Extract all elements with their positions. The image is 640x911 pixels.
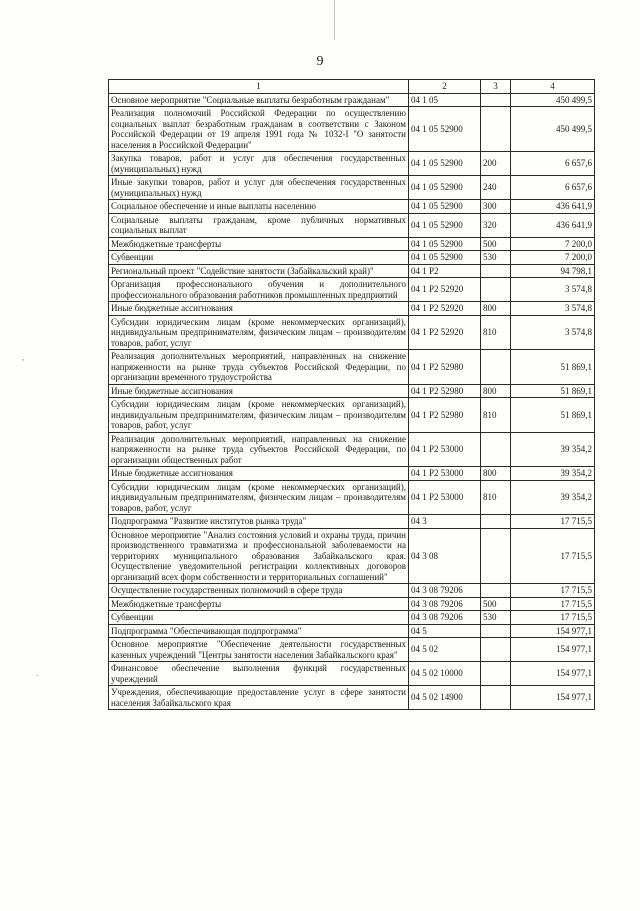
row-expense-type-cell: 800 (481, 384, 511, 398)
row-name-cell: Субсидии юридическим лицам (кроме некоммерческих организаций), индивидуальным предпринимателям, физическим лицам – производителям товаров, работ, услуг (109, 315, 409, 350)
table-row (109, 200, 595, 214)
row-code-cell: 04 3 08 (409, 528, 481, 584)
row-amount-cell: 6 657,6 (511, 176, 595, 200)
row-expense-type-cell: 800 (481, 467, 511, 481)
margin-mark: . (36, 668, 39, 678)
row-name-cell: Основное мероприятие "Анализ состояния условий и охраны труда, причин производственного травматизма и профессиональной заболеваемости на территориях муниципального образования Забайкальского края. Осуществление уведомительной регистрации коллективных договоров организаций всех форм собственности и территориальных соглашений" (109, 528, 409, 584)
row-name-cell: Субсидии юридическим лицам (кроме некоммерческих организаций), индивидуальным предпринимателям, физическим лицам – производителям товаров, работ, услуг (109, 398, 409, 433)
row-code-cell: 04 1 P2 52980 (409, 398, 481, 433)
header-cell: 3 (481, 80, 511, 94)
table-row (109, 213, 595, 237)
row-amount-cell: 154 977,1 (511, 662, 595, 686)
row-name-cell: Социальные выплаты гражданам, кроме публичных нормативных социальных выплат (109, 213, 409, 237)
row-amount-cell: 450 499,5 (511, 93, 595, 107)
row-amount-cell: 94 798,1 (511, 264, 595, 278)
scan-artifact-line (334, 0, 335, 40)
table-row (109, 432, 595, 467)
table-row (109, 152, 595, 176)
row-expense-type-cell: 530 (481, 251, 511, 265)
row-amount-cell: 17 715,5 (511, 528, 595, 584)
row-name-cell: Иные бюджетные ассигнования (109, 467, 409, 481)
row-name-cell: Осуществление государственных полномочий в сфере труда (109, 584, 409, 598)
header-cell: 2 (409, 80, 481, 94)
table-row (109, 278, 595, 302)
table-row (109, 638, 595, 662)
row-expense-type-cell: 240 (481, 176, 511, 200)
header-cell: 4 (511, 80, 595, 94)
row-code-cell: 04 5 02 14900 (409, 686, 481, 710)
row-amount-cell: 39 354,2 (511, 480, 595, 515)
row-code-cell: 04 1 P2 52980 (409, 350, 481, 385)
row-expense-type-cell (481, 432, 511, 467)
row-name-cell: Реализация дополнительных мероприятий, направленных на снижение напряженности на рынке труда субъектов Российской Федерации, по организации временного трудоустройства (109, 350, 409, 385)
row-code-cell: 04 1 05 52900 (409, 251, 481, 265)
row-expense-type-cell: 500 (481, 597, 511, 611)
table-row (109, 515, 595, 529)
row-name-cell: Субсидии юридическим лицам (кроме некоммерческих организаций), индивидуальным предпринимателям, физическим лицам – производителям товаров, работ, услуг (109, 480, 409, 515)
row-code-cell: 04 3 08 79206 (409, 597, 481, 611)
row-amount-cell: 17 715,5 (511, 584, 595, 598)
table-row (109, 302, 595, 316)
row-amount-cell: 17 715,5 (511, 611, 595, 625)
table-row (109, 264, 595, 278)
row-name-cell: Иные бюджетные ассигнования (109, 384, 409, 398)
row-name-cell: Финансовое обеспечение выполнения функций государственных учреждений (109, 662, 409, 686)
row-expense-type-cell (481, 662, 511, 686)
table-row (109, 686, 595, 710)
row-code-cell: 04 1 P2 53000 (409, 467, 481, 481)
row-name-cell: Основное мероприятие "Обеспечение деятельности государственных казенных учреждений "Центры занятости населения Забайкальского края" (109, 638, 409, 662)
row-amount-cell: 17 715,5 (511, 597, 595, 611)
row-amount-cell: 154 977,1 (511, 686, 595, 710)
table-row (109, 176, 595, 200)
row-code-cell: 04 1 05 52900 (409, 237, 481, 251)
row-name-cell: Субвенции (109, 611, 409, 625)
row-amount-cell: 7 200,0 (511, 237, 595, 251)
margin-mark: , (22, 352, 25, 362)
row-expense-type-cell: 810 (481, 480, 511, 515)
row-amount-cell: 7 200,0 (511, 251, 595, 265)
row-name-cell: Реализация дополнительных мероприятий, направленных на снижение напряженности на рынке труда субъектов Российской Федерации, по организации общественных работ (109, 432, 409, 467)
table-row (109, 662, 595, 686)
row-expense-type-cell: 810 (481, 315, 511, 350)
row-amount-cell: 3 574,8 (511, 315, 595, 350)
row-expense-type-cell (481, 278, 511, 302)
table-row (109, 624, 595, 638)
row-code-cell: 04 5 02 (409, 638, 481, 662)
row-expense-type-cell (481, 686, 511, 710)
row-expense-type-cell: 500 (481, 237, 511, 251)
header-cell: 1 (109, 80, 409, 94)
row-name-cell: Закупка товаров, работ и услуг для обеспечения государственных (муниципальных) нужд (109, 152, 409, 176)
row-amount-cell: 3 574,8 (511, 302, 595, 316)
row-code-cell: 04 1 P2 53000 (409, 480, 481, 515)
table-row (109, 107, 595, 152)
row-expense-type-cell (481, 638, 511, 662)
row-name-cell: Основное мероприятие "Социальные выплаты безработным гражданам" (109, 93, 409, 107)
table-row (109, 93, 595, 107)
budget-table (108, 79, 595, 710)
row-expense-type-cell: 810 (481, 398, 511, 433)
table-row (109, 237, 595, 251)
row-code-cell: 04 1 P2 52920 (409, 278, 481, 302)
row-expense-type-cell (481, 350, 511, 385)
row-name-cell: Учреждения, обеспечивающие предоставление услуг в сфере занятости населения Забайкальского края (109, 686, 409, 710)
row-name-cell: Подпрограмма "Развитие институтов рынка труда" (109, 515, 409, 529)
row-code-cell: 04 1 P2 52920 (409, 302, 481, 316)
row-amount-cell: 436 641,9 (511, 213, 595, 237)
row-expense-type-cell (481, 624, 511, 638)
row-code-cell: 04 1 P2 52920 (409, 315, 481, 350)
row-expense-type-cell (481, 107, 511, 152)
row-code-cell: 04 5 02 10000 (409, 662, 481, 686)
row-expense-type-cell: 320 (481, 213, 511, 237)
row-code-cell: 04 1 P2 (409, 264, 481, 278)
row-code-cell: 04 1 P2 52980 (409, 384, 481, 398)
row-amount-cell: 154 977,1 (511, 638, 595, 662)
row-expense-type-cell: 530 (481, 611, 511, 625)
row-code-cell: 04 5 (409, 624, 481, 638)
row-amount-cell: 154 977,1 (511, 624, 595, 638)
row-amount-cell: 3 574,8 (511, 278, 595, 302)
row-name-cell: Реализация полномочий Российской Федерации по осуществлению социальных выплат безработным гражданам в соответствии с Законом Российской Федерации от 19 апреля 1991 года № 1032-I "О занятости населения в Российской Федерации" (109, 107, 409, 152)
row-code-cell: 04 3 08 79206 (409, 584, 481, 598)
table-row (109, 480, 595, 515)
table-row (109, 584, 595, 598)
row-amount-cell: 39 354,2 (511, 432, 595, 467)
row-expense-type-cell: 200 (481, 152, 511, 176)
row-code-cell: 04 3 (409, 515, 481, 529)
row-code-cell: 04 1 05 52900 (409, 176, 481, 200)
row-code-cell: 04 1 05 (409, 93, 481, 107)
row-name-cell: Межбюджетные трансферты (109, 237, 409, 251)
row-expense-type-cell (481, 264, 511, 278)
row-code-cell: 04 1 P2 53000 (409, 432, 481, 467)
table-header-row (109, 80, 595, 94)
row-amount-cell: 6 657,6 (511, 152, 595, 176)
row-code-cell: 04 1 05 52900 (409, 213, 481, 237)
row-code-cell: 04 1 05 52900 (409, 200, 481, 214)
row-code-cell: 04 3 08 79206 (409, 611, 481, 625)
row-amount-cell: 51 869,1 (511, 384, 595, 398)
row-code-cell: 04 1 05 52900 (409, 107, 481, 152)
row-expense-type-cell (481, 93, 511, 107)
row-amount-cell: 436 641,9 (511, 200, 595, 214)
row-amount-cell: 51 869,1 (511, 398, 595, 433)
row-expense-type-cell (481, 528, 511, 584)
row-name-cell: Иные закупки товаров, работ и услуг для обеспечения государственных (муниципальных) нужд (109, 176, 409, 200)
row-name-cell: Подпрограмма "Обеспечивающая подпрограмма" (109, 624, 409, 638)
row-name-cell: Иные бюджетные ассигнования (109, 302, 409, 316)
table-row (109, 350, 595, 385)
row-expense-type-cell (481, 515, 511, 529)
row-name-cell: Субвенции (109, 251, 409, 265)
row-name-cell: Социальное обеспечение и иные выплаты населению (109, 200, 409, 214)
row-amount-cell: 17 715,5 (511, 515, 595, 529)
row-expense-type-cell: 300 (481, 200, 511, 214)
row-amount-cell: 39 354,2 (511, 467, 595, 481)
row-code-cell: 04 1 05 52900 (409, 152, 481, 176)
table-row (109, 467, 595, 481)
row-amount-cell: 450 499,5 (511, 107, 595, 152)
row-name-cell: Региональный проект "Содействие занятости (Забайкальский край)" (109, 264, 409, 278)
row-expense-type-cell: 800 (481, 302, 511, 316)
table-row (109, 528, 595, 584)
table-row (109, 398, 595, 433)
page-number: 9 (316, 54, 324, 69)
table-row (109, 611, 595, 625)
table-row (109, 315, 595, 350)
row-name-cell: Организация профессионального обучения и дополнительного профессионального образования работников промышленных предприятий (109, 278, 409, 302)
row-expense-type-cell (481, 584, 511, 598)
table-row (109, 384, 595, 398)
row-name-cell: Межбюджетные трансферты (109, 597, 409, 611)
table-row (109, 251, 595, 265)
row-amount-cell: 51 869,1 (511, 350, 595, 385)
table-row (109, 597, 595, 611)
